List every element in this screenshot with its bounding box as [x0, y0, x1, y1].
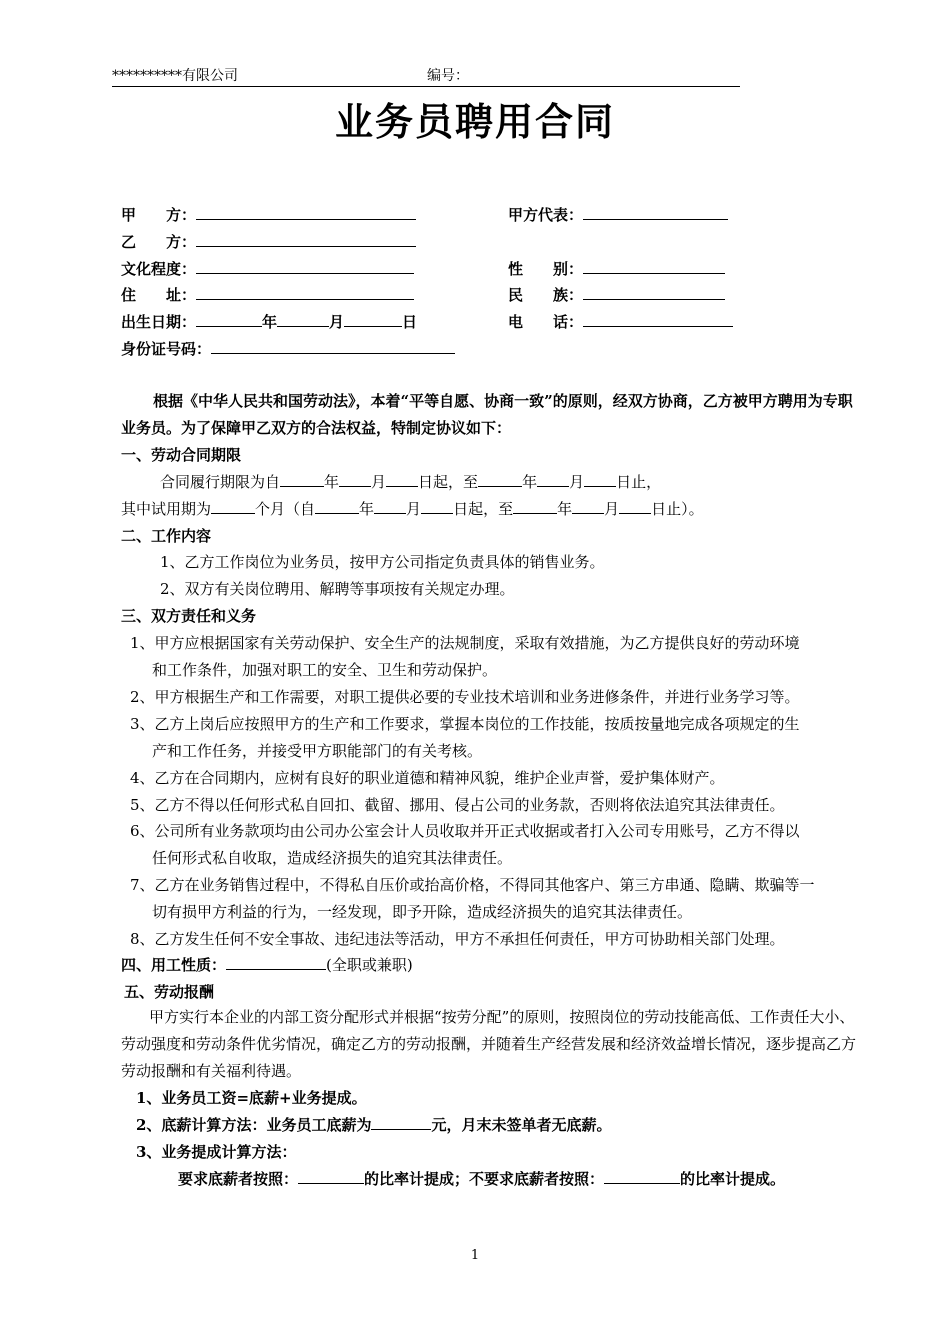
s1-l1-f: 月	[569, 473, 585, 491]
s3-item-3-line-1: 3、乙方上岗后应按照甲方的生产和工作要求，掌握本岗位的工作技能，按质按量地完成各项规定的生	[130, 715, 800, 733]
s3-item-6-line-1: 6、公司所有业务款项均由公司办公室会计人员收取并开正式收据或者打入公司专用账号，乙方不得以	[130, 822, 800, 840]
field-party-a-label: 甲 方：	[121, 206, 197, 224]
s1-l2-g: 月	[604, 500, 620, 518]
s1-l1-b: 年	[324, 473, 340, 491]
s5-paragraph: 甲方实行本企业的内部工资分配形式并根据“按劳分配”的原则，按照岗位的劳动技能高低、工作责任大小、劳动强度和劳动条件优劣情况，确定乙方的劳动报酬，并随着生产经营发展和经济效益增长情况，逐步提高乙方劳动报酬和有关福利待遇。	[121, 1008, 857, 1080]
s3-item-1-line-1: 1、甲方应根据国家有关劳动保护、安全生产的法规制度，采取有效措施，为乙方提供良好的劳动环境	[130, 634, 800, 652]
s1-l1-blank-5[interactable]	[537, 469, 569, 487]
field-id-number-blank[interactable]	[211, 336, 455, 354]
s3-item-4: 4、乙方在合同期内，应树有良好的职业道德和精神风貌，维护企业声誉，爱护集体财产。	[130, 769, 725, 787]
section-1-heading: 一、劳动合同期限	[121, 446, 242, 464]
s5-item-3-sub-c: 的比率计提成。	[680, 1170, 786, 1188]
s5-item-2-b: 元，月末未签单者无底薪。	[431, 1116, 612, 1134]
section-4-line	[121, 952, 413, 978]
s1-l1-blank-1[interactable]	[280, 469, 324, 487]
s3-item-2: 2、甲方根据生产和工作需要，对职工提供必要的专业技术培训和业务进修条件，并进行业务学习等。	[130, 688, 800, 706]
field-party-a	[121, 202, 416, 228]
s1-probation-line	[121, 496, 704, 522]
field-education	[121, 256, 414, 282]
s5-item-3: 3、业务提成计算方法：	[136, 1143, 297, 1161]
birth-month-label: 月	[329, 313, 345, 331]
s1-l2-b: 个月（自	[255, 500, 316, 518]
birth-month-blank[interactable]	[277, 309, 329, 327]
s1-l1-c: 月	[371, 473, 387, 491]
s1-l2-blank-7[interactable]	[619, 496, 651, 514]
field-ethnicity-label: 民 族：	[508, 286, 584, 304]
birth-year-blank[interactable]	[196, 309, 262, 327]
field-gender	[508, 256, 725, 282]
birth-year-label: 年	[262, 313, 278, 331]
s3-item-3-line-2: 产和工作任务，并接受甲方职能部门的有关考核。	[152, 742, 483, 760]
birth-day-label: 日	[402, 313, 418, 331]
birth-day-blank[interactable]	[344, 309, 402, 327]
s3-item-7-line-2: 切有损甲方利益的行为，一经发现，即予开除，造成经济损失的追究其法律责任。	[152, 903, 693, 921]
field-phone	[508, 309, 733, 335]
field-party-a-rep-label: 甲方代表：	[508, 206, 584, 224]
field-ethnicity-blank[interactable]	[583, 282, 725, 300]
field-address-blank[interactable]	[196, 282, 414, 300]
s5-item-3-sub-b: 的比率计提成；不要求底薪者按照：	[364, 1170, 605, 1188]
field-party-b-blank[interactable]	[196, 229, 416, 247]
s3-item-5: 5、乙方不得以任何形式私自回扣、截留、挪用、侵占公司的业务款，否则将依法追究其法律责任。	[130, 796, 785, 814]
field-education-label: 文化程度：	[121, 260, 197, 278]
s1-l1-blank-4[interactable]	[478, 469, 522, 487]
field-address	[121, 282, 414, 308]
s1-l1-blank-3[interactable]	[386, 469, 418, 487]
s1-l2-a: 其中试用期为	[121, 500, 212, 518]
s2-item-1: 1、乙方工作岗位为业务员，按甲方公司指定负责具体的销售业务。	[160, 553, 605, 571]
s3-item-6-line-2: 任何形式私自收取，造成经济损失的追究其法律责任。	[152, 849, 513, 867]
field-gender-blank[interactable]	[583, 256, 725, 274]
field-phone-blank[interactable]	[583, 309, 733, 327]
s1-l2-d: 月	[406, 500, 422, 518]
field-address-label: 住 址：	[121, 286, 197, 304]
s1-l2-blank-5[interactable]	[513, 496, 557, 514]
s5-item-3-sub-a: 要求底薪者按照：	[178, 1170, 299, 1188]
s1-l2-blank-4[interactable]	[421, 496, 453, 514]
s1-l2-blank-6[interactable]	[572, 496, 604, 514]
field-gender-label: 性 别：	[508, 260, 584, 278]
s1-l1-d: 日起，至	[418, 473, 479, 491]
section-4-note: (全职或兼职)	[326, 956, 413, 974]
s5-item-2-a: 2、底薪计算方法：业务员工底薪为	[136, 1116, 372, 1134]
section-3-heading: 三、双方责任和义务	[121, 607, 257, 625]
s1-l2-f: 年	[557, 500, 573, 518]
s1-l2-c: 年	[359, 500, 375, 518]
section-2-heading: 二、工作内容	[121, 527, 212, 545]
s1-l1-e: 年	[522, 473, 538, 491]
field-party-b	[121, 229, 416, 255]
page-header	[112, 66, 740, 87]
s1-l1-blank-2[interactable]	[339, 469, 371, 487]
s1-l1-a: 合同履行期限为自	[160, 473, 281, 491]
s1-contract-term-line	[160, 469, 661, 495]
contract-number-label: 编号：	[427, 68, 469, 84]
field-education-blank[interactable]	[196, 256, 414, 274]
section-5-heading: 五、劳动报酬	[124, 983, 215, 1001]
s1-l2-blank-2[interactable]	[315, 496, 359, 514]
field-id-number	[121, 336, 455, 362]
field-birth-date	[121, 309, 417, 335]
section-4-heading: 四、用工性质：	[121, 956, 227, 974]
s1-l1-g: 日止，	[616, 473, 662, 491]
s1-l2-h: 日止）。	[651, 500, 704, 518]
page-number: 1	[470, 1248, 480, 1263]
commission-rate-no-base-blank[interactable]	[604, 1166, 680, 1184]
s1-l1-blank-6[interactable]	[584, 469, 616, 487]
field-party-a-blank[interactable]	[196, 202, 416, 220]
s1-l2-blank-3[interactable]	[374, 496, 406, 514]
intro-paragraph: 根据《中华人民共和国劳动法》，本着“平等自愿、协商一致”的原则，经双方协商，乙方被甲方聘用为专职业务员。为了保障甲乙双方的合法权益，特制定协议如下：	[121, 392, 853, 437]
s3-item-1-line-2: 和工作条件，加强对职工的安全、卫生和劳动保护。	[152, 661, 498, 679]
field-ethnicity	[508, 282, 725, 308]
employment-type-blank[interactable]	[226, 952, 326, 970]
s2-item-2: 2、双方有关岗位聘用、解聘等事项按有关规定办理。	[160, 580, 515, 598]
document-title: 业务员聘用合同	[334, 100, 615, 144]
s5-item-3-sub	[178, 1166, 785, 1192]
field-party-a-rep	[508, 202, 728, 228]
field-party-b-label: 乙 方：	[121, 233, 197, 251]
commission-rate-with-base-blank[interactable]	[298, 1166, 364, 1184]
s1-l2-blank-1[interactable]	[211, 496, 255, 514]
base-salary-blank[interactable]	[371, 1112, 431, 1130]
s5-item-2	[136, 1112, 611, 1138]
field-party-a-rep-blank[interactable]	[583, 202, 728, 220]
s1-l2-e: 日起，至	[453, 500, 514, 518]
field-birth-label: 出生日期：	[121, 313, 197, 331]
s3-item-8: 8、乙方发生任何不安全事故、违纪违法等活动，甲方不承担任何责任，甲方可协助相关部门处理。	[130, 930, 785, 948]
s3-item-7-line-1: 7、乙方在业务销售过程中，不得私自压价或抬高价格，不得同其他客户、第三方串通、隐瞒、欺骗等一	[130, 876, 815, 894]
company-name: **********有限公司	[112, 68, 238, 84]
field-phone-label: 电 话：	[508, 313, 584, 331]
s5-item-1: 1、业务员工资=底薪+业务提成。	[136, 1089, 367, 1107]
field-id-number-label: 身份证号码：	[121, 340, 212, 358]
